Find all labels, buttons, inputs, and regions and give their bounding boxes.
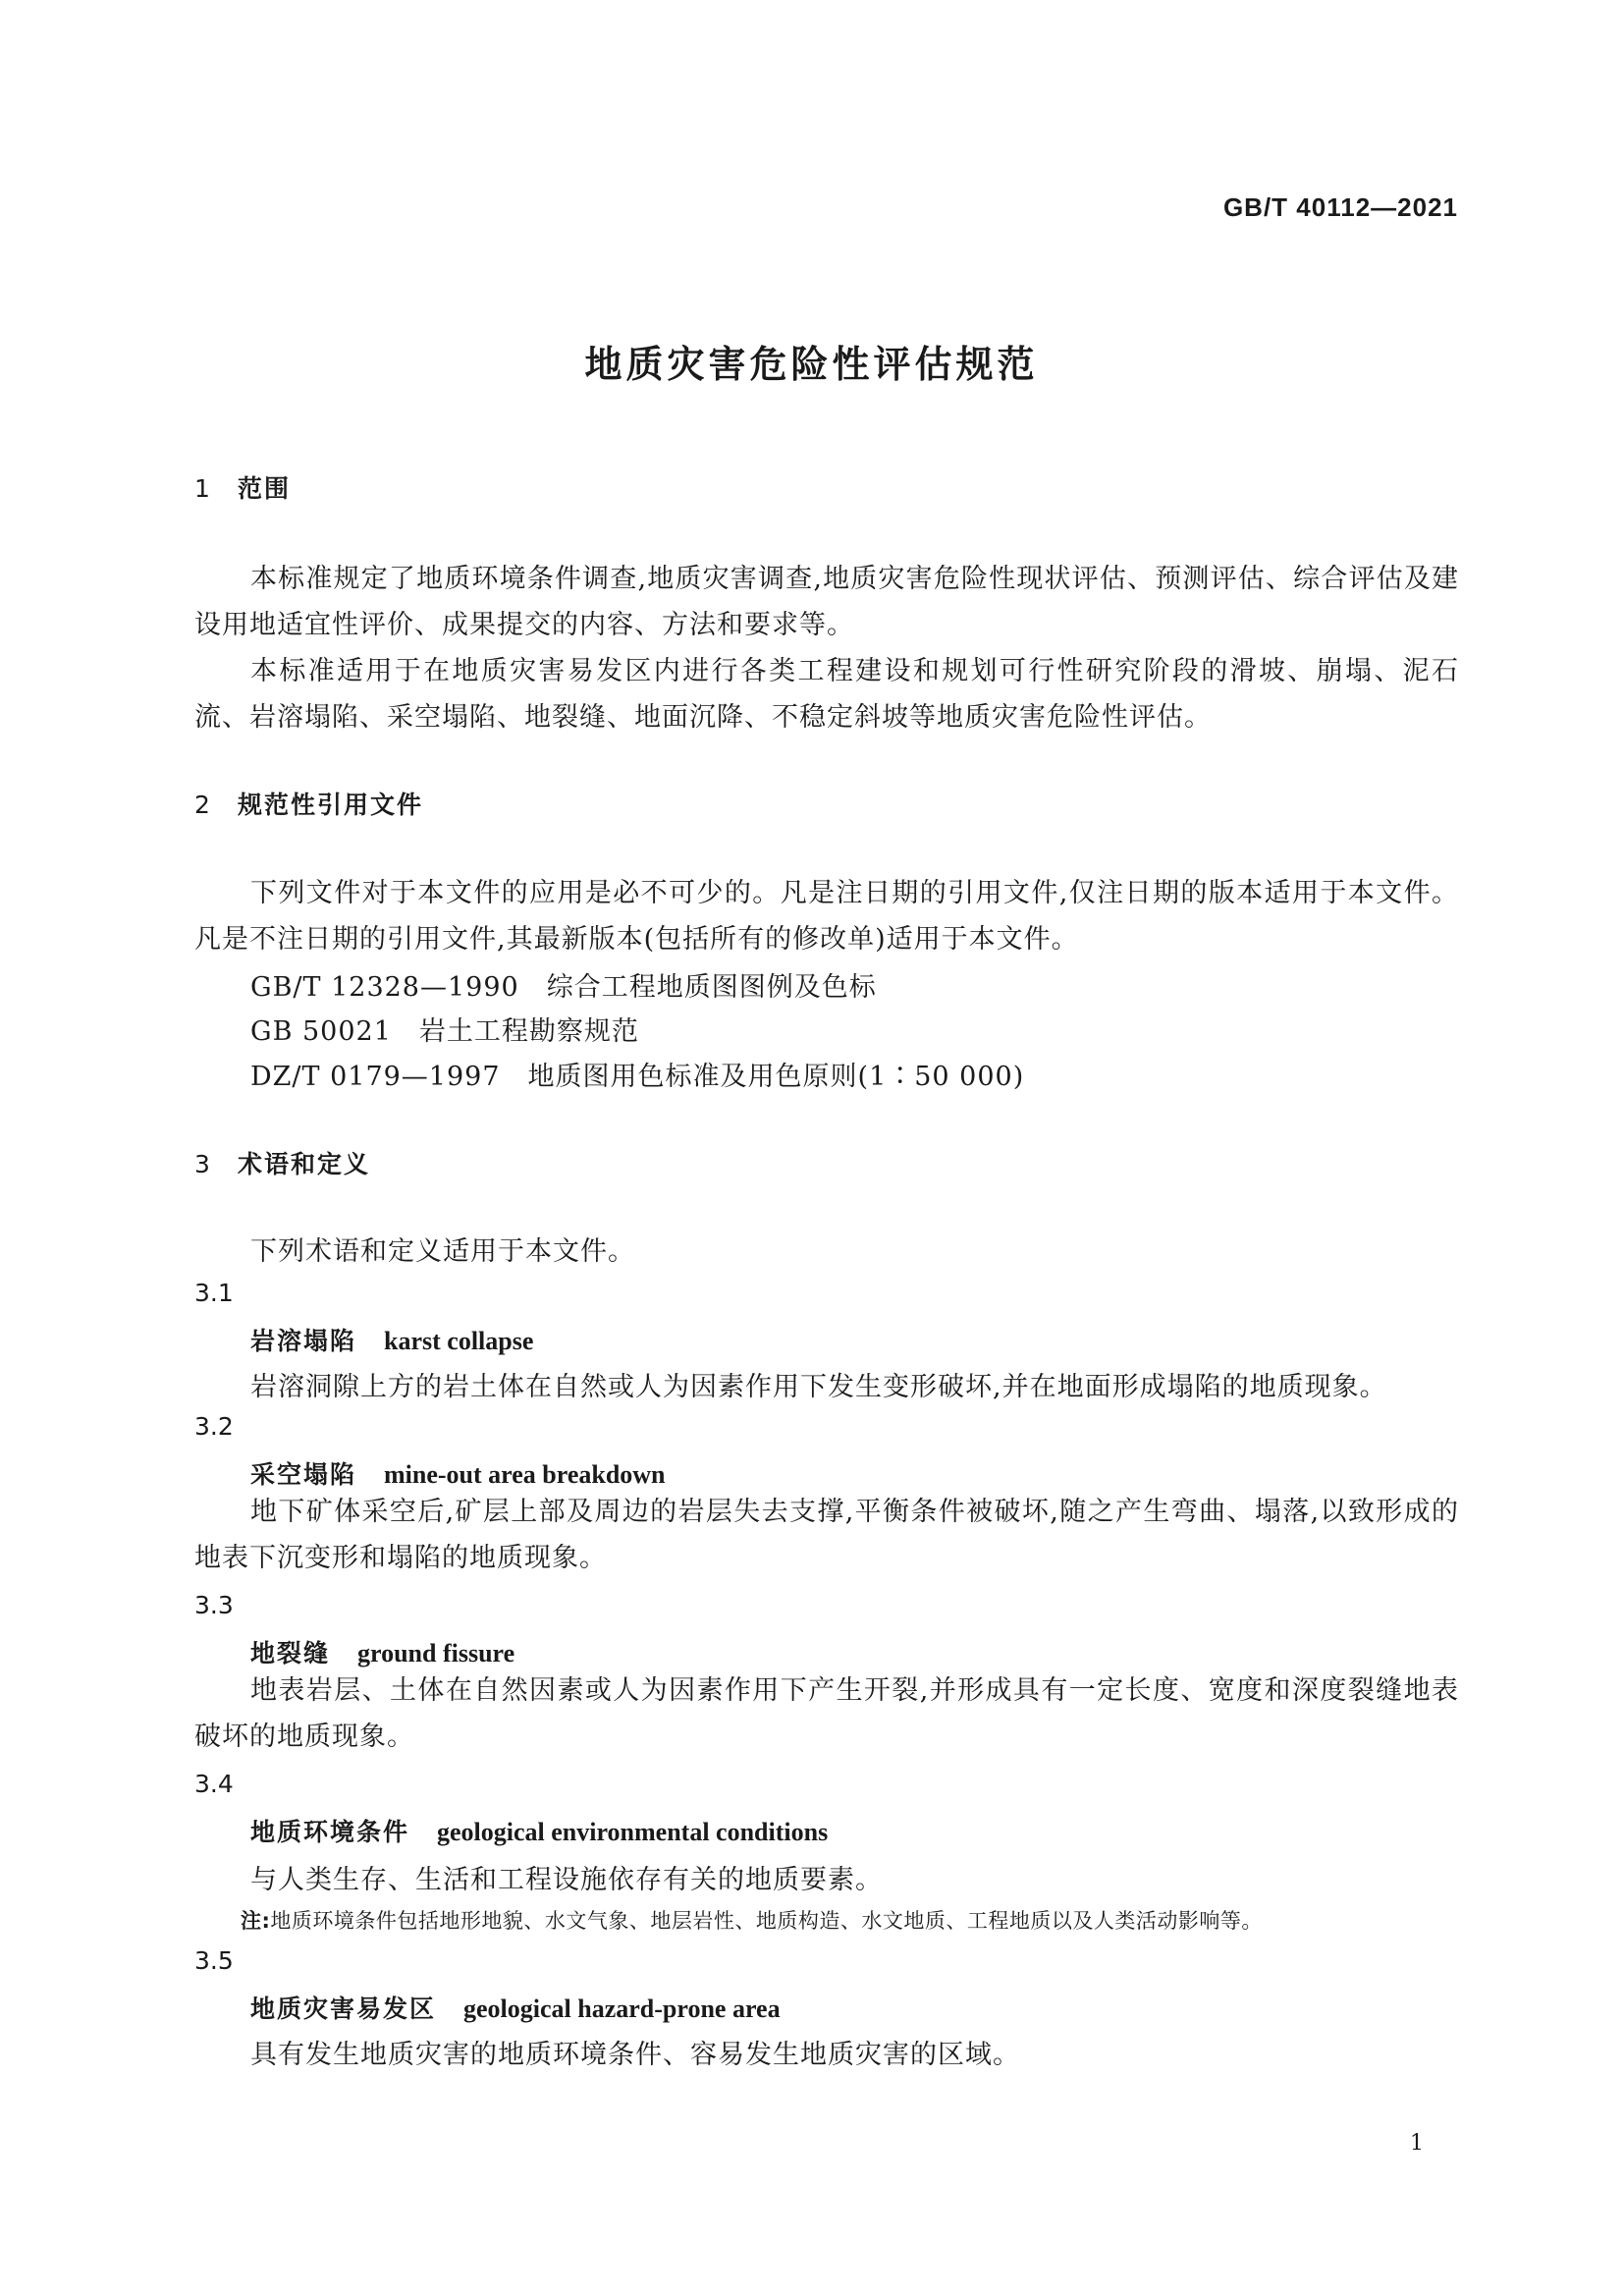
term-definition: 具有发生地质灾害的地质环境条件、容易发生地质灾害的区域。 bbox=[250, 2040, 1020, 2070]
term-note bbox=[241, 1905, 1263, 1935]
term-name-zh: 地裂缝 bbox=[250, 1639, 331, 1667]
section-3-intro: 下列术语和定义适用于本文件。 bbox=[250, 1236, 635, 1267]
term-name-zh: 采空塌陷 bbox=[250, 1460, 357, 1489]
page-number: 1 bbox=[1410, 2131, 1424, 2156]
term-name bbox=[250, 1455, 666, 1491]
reference-item bbox=[250, 965, 877, 1004]
term-number: 3.3 bbox=[194, 1591, 234, 1619]
term-name-en: mine-out area breakdown bbox=[384, 1460, 666, 1489]
term-name bbox=[250, 1813, 828, 1848]
section-number: 1 bbox=[194, 474, 212, 503]
reference-item bbox=[250, 1055, 1024, 1093]
term-number: 3.4 bbox=[194, 1770, 234, 1798]
reference-code: GB/T 12328—1990 bbox=[250, 972, 519, 1003]
section-2-paragraph: 下列文件对于本文件的应用是必不可少的。凡是注日期的引用文件,仅注日期的版本适用于本文件。凡是不注日期的引用文件,其最新版本(包括所有的修改单)适用于本文件。 bbox=[194, 878, 1459, 955]
term-name bbox=[250, 1322, 533, 1357]
reference-code: GB 50021 bbox=[250, 1016, 392, 1047]
section-title: 术语和定义 bbox=[238, 1150, 371, 1178]
term-number: 3.2 bbox=[194, 1412, 234, 1441]
term-definition: 岩溶洞隙上方的岩土体在自然或人为因素作用下发生变形破坏,并在地面形成塌陷的地质现象。 bbox=[250, 1372, 1387, 1402]
term-name-en: karst collapse bbox=[384, 1327, 534, 1355]
term-name-zh: 地质环境条件 bbox=[250, 1818, 410, 1846]
document-title: 地质灾害危险性评估规范 bbox=[584, 343, 1039, 386]
section-3-heading bbox=[194, 1145, 370, 1180]
standard-number: GB/T 40112—2021 bbox=[1222, 192, 1458, 222]
section-1-paragraph-1: 本标准规定了地质环境条件调查,地质灾害调查,地质灾害危险性现状评估、预测评估、综合评估及建设用地适宜性评价、成果提交的内容、方法和要求等。 bbox=[194, 564, 1459, 640]
section-1-paragraph-2: 本标准适用于在地质灾害易发区内进行各类工程建设和规划可行性研究阶段的滑坡、崩塌、泥石流、岩溶塌陷、采空塌陷、地裂缝、地面沉降、不稳定斜坡等地质灾害危险性评估。 bbox=[194, 656, 1459, 733]
term-name-en: ground fissure bbox=[357, 1639, 515, 1667]
term-number: 3.5 bbox=[194, 1946, 234, 1975]
term-number: 3.1 bbox=[194, 1279, 234, 1307]
reference-name: 岩土工程勘察规范 bbox=[418, 1016, 639, 1047]
term-definition: 地下矿体采空后,矿层上部及周边的岩层失去支撑,平衡条件被破坏,随之产生弯曲、塌落,以致形成的地表下沉变形和塌陷的地质现象。 bbox=[194, 1497, 1459, 1573]
term-name-en: geological hazard-prone area bbox=[463, 1995, 781, 2023]
term-name bbox=[250, 1634, 514, 1669]
section-title: 规范性引用文件 bbox=[238, 791, 424, 819]
term-name-zh: 岩溶塌陷 bbox=[250, 1327, 357, 1355]
term-name bbox=[250, 1990, 781, 2025]
reference-name: 地质图用色标准及用色原则(1∶50 000) bbox=[527, 1062, 1025, 1092]
note-text: 地质环境条件包括地形地貌、水文气象、地层岩性、地质构造、水文地质、工程地质以及人类活动影响等。 bbox=[270, 1909, 1263, 1933]
section-1-heading bbox=[194, 469, 291, 505]
note-label: 注: bbox=[241, 1909, 271, 1933]
reference-name: 综合工程地质图图例及色标 bbox=[546, 972, 877, 1003]
term-definition: 地表岩层、土体在自然因素或人为因素作用下产生开裂,并形成具有一定长度、宽度和深度裂缝地表破坏的地质现象。 bbox=[194, 1675, 1459, 1752]
reference-item bbox=[250, 1010, 639, 1048]
term-definition: 与人类生存、生活和工程设施依存有关的地质要素。 bbox=[250, 1865, 883, 1895]
section-title: 范围 bbox=[238, 474, 292, 503]
reference-code: DZ/T 0179—1997 bbox=[250, 1062, 501, 1092]
section-2-heading bbox=[194, 786, 423, 821]
term-name-en: geological environmental conditions bbox=[437, 1818, 829, 1846]
section-number: 2 bbox=[194, 791, 212, 819]
term-name-zh: 地质灾害易发区 bbox=[250, 1995, 437, 2023]
section-number: 3 bbox=[194, 1150, 212, 1178]
